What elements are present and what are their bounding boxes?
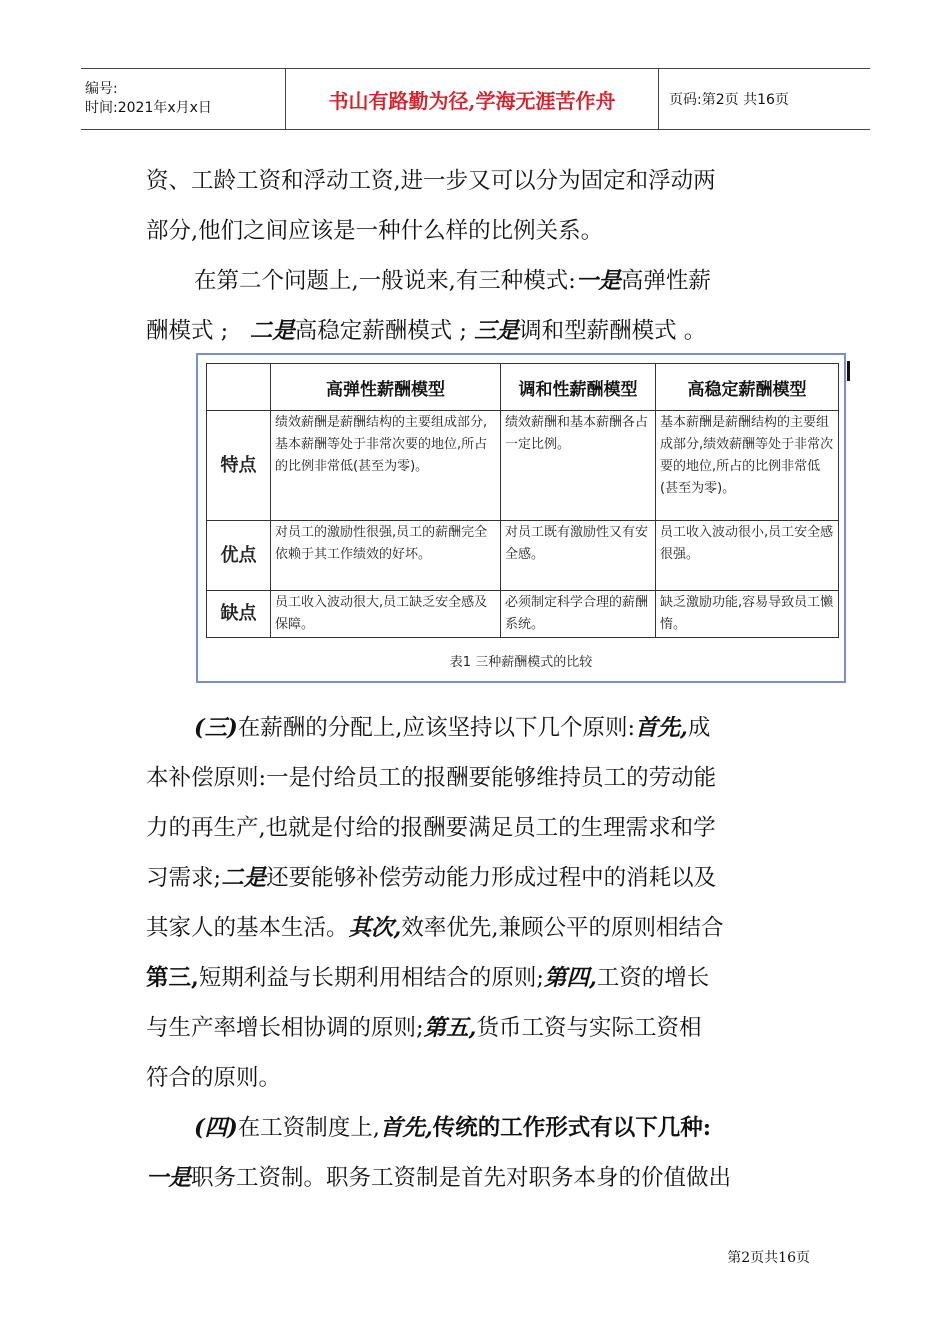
para3-text: 与生产率增长相协调的原则; bbox=[146, 1015, 424, 1041]
para4-emph: 传统的工作形式有以下几种: bbox=[432, 1115, 712, 1141]
para3-text: 习需求; bbox=[146, 865, 222, 891]
para3-line2: 本补偿原则:一是付给员工的报酬要能够维持员工的劳动能 bbox=[146, 765, 717, 791]
table-cell: 员工收入波动很大,员工缺乏安全感及保障。 bbox=[271, 591, 501, 638]
para3-text: 工资的增长 bbox=[596, 965, 710, 991]
para3-emph: 二是 bbox=[221, 865, 267, 891]
table-cell: 绩效薪酬和基本薪酬各占一定比例。 bbox=[501, 411, 656, 521]
para3-emph: 第三, bbox=[146, 965, 199, 991]
para4-text: 在工资制度上, bbox=[237, 1115, 380, 1141]
para4-enum: (四) bbox=[194, 1115, 238, 1141]
para2-text: 高弹性薪 bbox=[620, 268, 711, 294]
para3-line1 bbox=[146, 703, 810, 753]
header-time: 时间:2021年x月x日 bbox=[85, 100, 212, 116]
para3-line3: 力的再生产,也就是付给的报酬要满足员工的生理需求和学 bbox=[146, 815, 716, 841]
para3-emph: 其次, bbox=[348, 915, 402, 941]
table-corner bbox=[207, 364, 271, 411]
table-cell: 对员工的激励性很强,员工的薪酬完全依赖于其工作绩效的好坏。 bbox=[271, 521, 501, 591]
para4-text: 职务工资制。职务工资制是首先对职务本身的价值做出 bbox=[191, 1165, 732, 1191]
table-header-cell: 高稳定薪酬模型 bbox=[656, 364, 839, 411]
para3-emph: 第四, bbox=[543, 965, 597, 991]
table-header-cell: 高弹性薪酬模型 bbox=[271, 364, 501, 411]
para2-text: 调和型薪酬模式 。 bbox=[519, 318, 707, 344]
table-cell: 缺乏激励功能,容易导致员工懒惰。 bbox=[656, 591, 839, 638]
para3-line5 bbox=[146, 903, 810, 953]
header-meta bbox=[81, 69, 285, 129]
para3-line7 bbox=[146, 1003, 810, 1053]
table-row-label: 特点 bbox=[207, 411, 271, 521]
para3-line4 bbox=[146, 853, 810, 903]
para3-text: 短期利益与长期利用相结合的原则; bbox=[198, 965, 544, 991]
header-page-info bbox=[659, 69, 870, 129]
para2-line2 bbox=[146, 306, 810, 356]
table-row-label: 优点 bbox=[207, 521, 271, 591]
para2-text: 在第二个问题上,一般说来,有三种模式: bbox=[194, 268, 576, 294]
table-row bbox=[207, 411, 839, 521]
para2-emph-two: 二是 bbox=[249, 318, 295, 344]
para3-line8: 符合的原则。 bbox=[146, 1065, 282, 1091]
para4-line1 bbox=[146, 1103, 810, 1153]
para3-text: 货币工资与实际工资相 bbox=[476, 1015, 702, 1041]
comparison-table bbox=[206, 363, 839, 638]
page-header bbox=[81, 68, 870, 130]
header-page-text: 页码:第2页 共16页 bbox=[669, 92, 789, 108]
para4-emph: 一是 bbox=[146, 1165, 192, 1191]
para3-text: 在薪酬的分配上,应该坚持以下几个原则: bbox=[237, 715, 636, 741]
para3-line6 bbox=[146, 953, 810, 1003]
para3-enum: (三) bbox=[194, 715, 238, 741]
para3-emph: 首先, bbox=[635, 715, 688, 741]
table-cell: 对员工既有激励性又有安全感。 bbox=[501, 521, 656, 591]
table-cell: 基本薪酬是薪酬结构的主要组成部分,绩效薪酬等处于非常次要的地位,所占的比例非常低(甚至为零)。 bbox=[656, 411, 839, 521]
para3-text: 成 bbox=[687, 715, 711, 741]
para3-text: 其家人的基本生活。 bbox=[146, 915, 349, 941]
header-motto-text: 书山有路勤为径,学海无涯苦作舟 bbox=[328, 88, 616, 113]
body-paragraphs-top bbox=[146, 156, 810, 356]
para2-text: 酬模式 ; bbox=[146, 318, 229, 344]
table-row bbox=[207, 591, 839, 638]
table-header-cell: 调和性薪酬模型 bbox=[501, 364, 656, 411]
para1-line2: 部分,他们之间应该是一种什么样的比例关系。 bbox=[146, 218, 604, 244]
body-paragraphs-bottom bbox=[146, 703, 810, 1203]
table-row bbox=[207, 521, 839, 591]
header-motto bbox=[285, 69, 659, 129]
header-number: 编号: bbox=[85, 81, 118, 97]
page-footer: 第2页共16页 bbox=[727, 1250, 810, 1266]
para4-line2 bbox=[146, 1153, 810, 1203]
para4-emph: 首先, bbox=[379, 1115, 433, 1141]
table-cell: 员工收入波动很小,员工安全感很强。 bbox=[656, 521, 839, 591]
para3-emph: 第五, bbox=[423, 1015, 477, 1041]
para3-text: 效率优先,兼顾公平的原则相结合 bbox=[401, 915, 724, 941]
para2-emph-one: 一是 bbox=[575, 268, 621, 294]
table-cell: 必须制定科学合理的薪酬系统。 bbox=[501, 591, 656, 638]
table-header-row bbox=[207, 364, 839, 411]
para2-text: 高稳定薪酬模式 ; bbox=[294, 318, 467, 344]
comparison-table-figure bbox=[196, 353, 846, 683]
para2-line1 bbox=[146, 256, 810, 306]
para3-text: 还要能够补偿劳动能力形成过程中的消耗以及 bbox=[266, 865, 717, 891]
table-row-label: 缺点 bbox=[207, 591, 271, 638]
table-caption: 表1 三种薪酬模式的比较 bbox=[449, 655, 593, 670]
para2-emph-three: 三是 bbox=[474, 318, 520, 344]
table-cell: 绩效薪酬是薪酬结构的主要组成部分,基本薪酬等处于非常次要的地位,所占的比例非常低(甚至为零)。 bbox=[271, 411, 501, 521]
para1-line1: 资、工龄工资和浮动工资,进一步又可以分为固定和浮动两 bbox=[146, 168, 716, 194]
